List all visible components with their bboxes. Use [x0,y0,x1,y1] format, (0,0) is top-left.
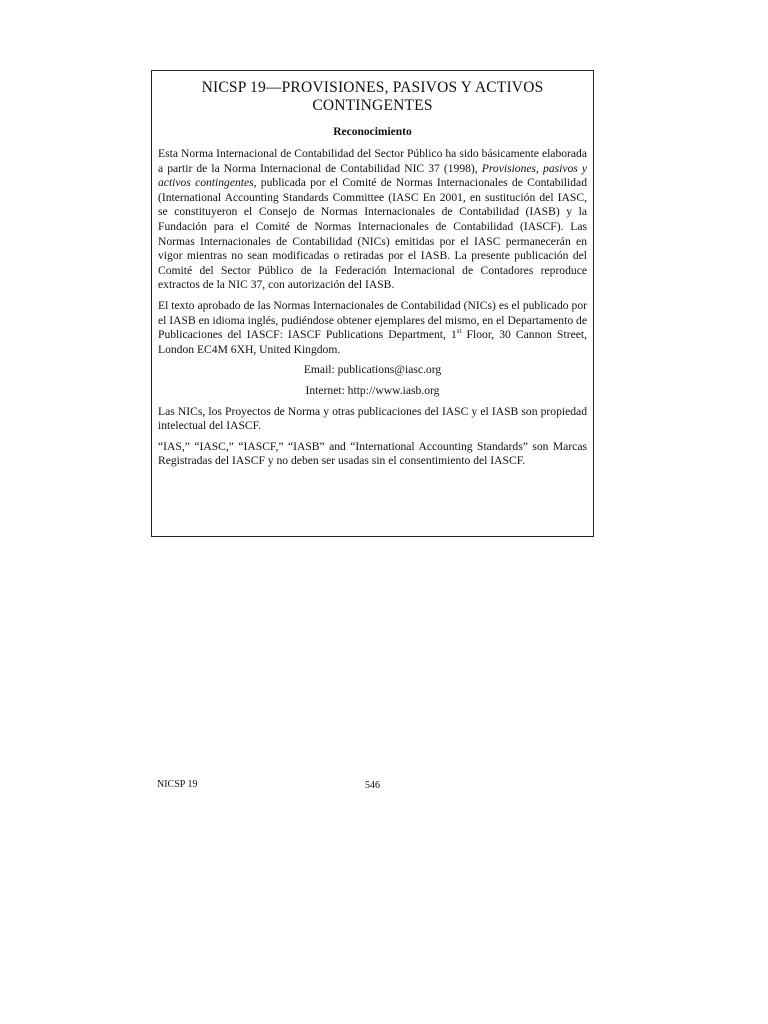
internet-line: Internet: http://www.iasb.org [305,383,440,397]
section-heading: Reconocimiento [333,126,412,138]
paragraph-approved-lead: El texto aprobado de las Normas Internacionales de Contabilidad (NICs) es el publicado por el IASB en idioma inglés, pudiéndose obtener ejemplares del mismo, en el Departamento de Publicaciones del IASCF: IASCF Publications Department, 1 [158,298,587,342]
footer-standard-label: NICSP 19 [157,779,198,790]
paragraph-approved-rest: Floor, 30 Cannon Street, London EC4M 6XH, United Kingdom. [158,328,587,356]
standard-title-italic: Provisiones, pasivos y activos contingentes [158,161,587,190]
ordinal-superscript: st [456,327,462,336]
email-line: Email: publications@iasc.org [303,363,442,377]
paragraph-trademarks: “IAS,” “IASC,” “IASCF,” “IASB” and “International Accounting Standards” son Marcas Registradas del IASCF y no deben ser usadas sin el consentimiento del IASCF. [158,439,587,468]
paragraph-origin-lead: Esta Norma Internacional de Contabilidad del Sector Público ha sido básicamente elaborada a partir de la Norma Internacional de Contabilidad NIC 37 (1998), [158,147,587,175]
document-title: NICSP 19—PROVISIONES, PASIVOS Y ACTIVOS CONTINGENTES [201,79,544,114]
paragraph-origin-rest: , publicada por el Comité de Normas Internacionales de Contabilidad (International Accounting Standards Committee (IASC En 2001, en sustitución del IASC, se constituyeron el Consejo de Normas Internacionales de Contabilidad (IASB) y la Fundación para el Comité de Normas Internacionales de Contabilidad (IASCF). Las Normas Internacionales de Contabilidad (NICs) emitidas por el IASC permanecerán en vigor mientras no sean modificadas o retiradas por el IASB. La presente publicación del Comité del Sector Público de la Federación Internacional de Contadores reproduce extractos de la NIC 37, con autorización del IASB. [158,176,587,292]
acknowledgement-box [151,70,594,537]
paragraph-approved-text [158,299,587,357]
paragraph-intellectual-property: Las NICs, los Proyectos de Norma y otras publicaciones del IASC y el IASB son propiedad intelectual del IASCF. [158,404,587,433]
paragraph-origin [158,147,587,293]
page-number: 546 [365,780,380,791]
